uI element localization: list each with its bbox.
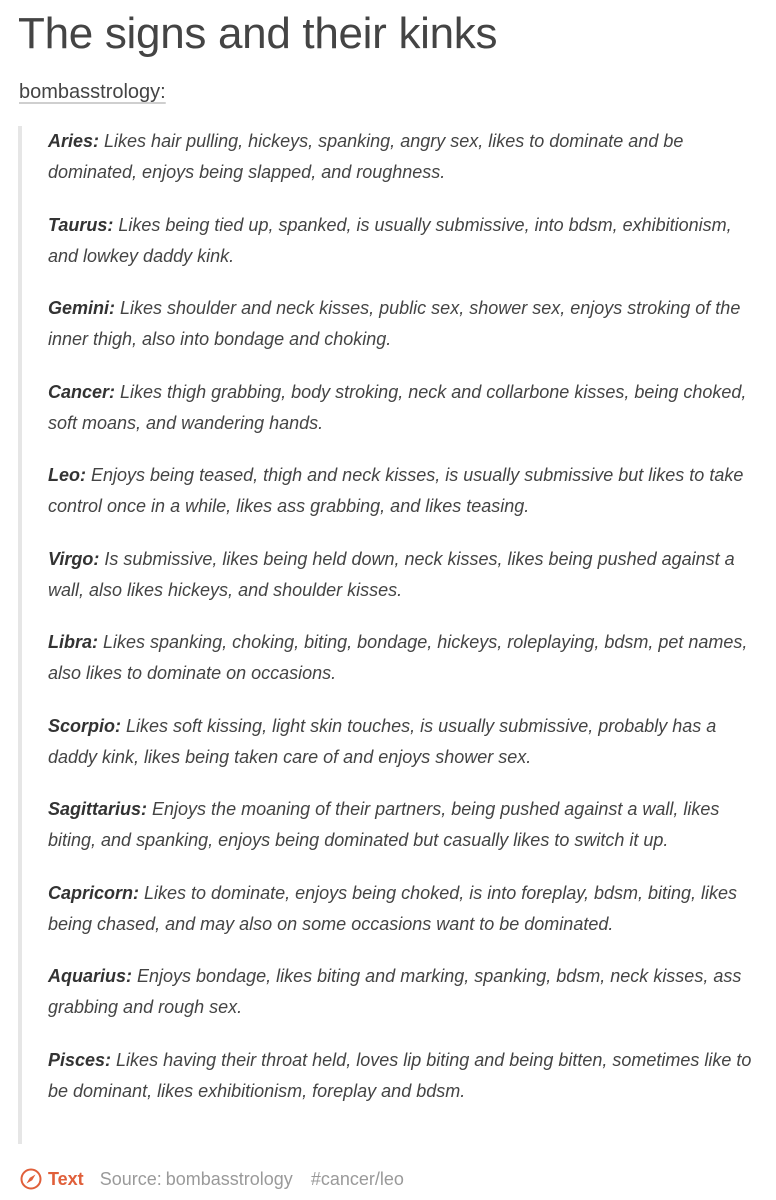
- sign-entry-pisces: [48, 1045, 758, 1107]
- sign-description: Likes to dominate, enjoys being choked, is into foreplay, bdsm, biting, likes being chased, and may also on some occasions want to be dominated.: [48, 882, 738, 934]
- sign-entry-virgo: [48, 544, 758, 606]
- compass-icon: [20, 1168, 42, 1190]
- post-title: The signs and their kinks: [18, 9, 498, 58]
- source-label: Source:: [99, 1168, 162, 1189]
- sign-name: Scorpio:: [48, 715, 122, 736]
- sign-description: Likes being tied up, spanked, is usually submissive, into bdsm, exhibitionism, and lowkey daddy kink.: [48, 214, 732, 266]
- sign-name: Cancer:: [48, 381, 116, 402]
- sign-entry-cancer: [48, 377, 758, 439]
- sign-entry-scorpio: [48, 711, 758, 773]
- sign-name: Taurus:: [48, 214, 114, 235]
- sign-entry-gemini: [48, 293, 758, 355]
- sign-description: Likes thigh grabbing, body stroking, neck and collarbone kisses, being choked, soft moans, and wandering hands.: [48, 381, 747, 433]
- tag-link[interactable]: #cancer/leo: [310, 1168, 404, 1189]
- sign-entry-libra: [48, 627, 758, 689]
- sign-entry-leo: [48, 460, 758, 522]
- sign-name: Libra:: [48, 632, 99, 652]
- sign-name: Sagittarius:: [48, 799, 148, 819]
- source-link[interactable]: bombasstrology: [165, 1168, 293, 1189]
- sign-name: Leo:: [48, 465, 86, 485]
- sign-name: Pisces:: [48, 1049, 112, 1070]
- sign-name: Gemini:: [48, 298, 116, 318]
- blockquote: [18, 126, 754, 1144]
- sign-description: Enjoys being teased, thigh and neck kisses, is usually submissive but likes to take control once in a while, likes ass grabbing, and likes teasing.: [48, 465, 744, 516]
- sign-entry-taurus: [48, 210, 758, 272]
- post-type-link[interactable]: Text: [48, 1168, 84, 1189]
- post-footer: [20, 1166, 404, 1192]
- sign-name: Virgo:: [48, 548, 100, 569]
- sign-name: Aries:: [48, 131, 100, 151]
- sign-name: Aquarius:: [48, 966, 133, 986]
- sign-description: Enjoys the moaning of their partners, being pushed against a wall, likes biting, and spanking, enjoys being dominated but casually likes to switch it up.: [48, 799, 720, 850]
- sign-description: Likes having their throat held, loves lip biting and being bitten, sometimes like to be dominant, likes exhibitionism, foreplay and bdsm.: [48, 1049, 752, 1101]
- sign-entry-aquarius: [48, 961, 758, 1023]
- sign-description: Likes spanking, choking, biting, bondage, hickeys, roleplaying, bdsm, pet names, also likes to dominate on occasions.: [48, 632, 748, 683]
- sign-name: Capricorn:: [48, 882, 140, 903]
- sign-entry-capricorn: [48, 878, 758, 940]
- sign-description: Is submissive, likes being held down, neck kisses, likes being pushed against a wall, also likes hickeys, and shoulder kisses.: [48, 548, 735, 600]
- sign-entry-aries: [48, 126, 758, 188]
- sign-description: Likes shoulder and neck kisses, public sex, shower sex, enjoys stroking of the inner thigh, also into bondage and choking.: [48, 298, 741, 349]
- source-user-link[interactable]: bombasstrology:: [19, 81, 166, 103]
- sign-description: Enjoys bondage, likes biting and marking, spanking, bdsm, neck kisses, ass grabbing and rough sex.: [48, 966, 742, 1017]
- sign-description: Likes soft kissing, light skin touches, is usually submissive, probably has a daddy kink, likes being taken care of and enjoys shower sex.: [48, 715, 717, 767]
- sign-entry-sagittarius: [48, 794, 758, 856]
- sign-description: Likes hair pulling, hickeys, spanking, angry sex, likes to dominate and be dominated, enjoys being slapped, and roughness.: [48, 131, 684, 182]
